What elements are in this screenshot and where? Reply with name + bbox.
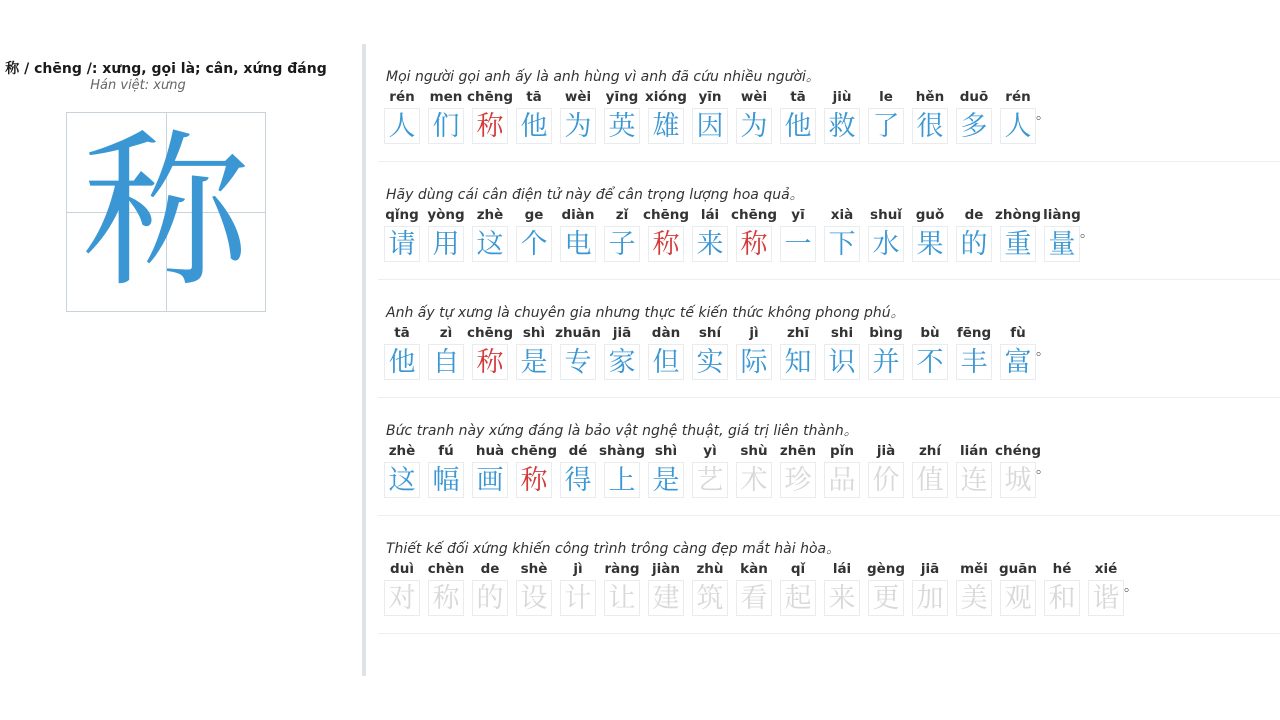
sentence-period: 。 (1036, 107, 1050, 123)
character-cell (1084, 560, 1128, 616)
example-sentence (378, 44, 1280, 162)
character-cell (996, 560, 1040, 616)
hanzi-glyph: 看 (736, 580, 772, 616)
pinyin-label: rén (389, 89, 415, 105)
pinyin-label: le (879, 89, 893, 105)
hanzi-glyph: 用 (428, 226, 464, 262)
character-cell (908, 442, 952, 498)
hanzi-glyph: 称 (472, 108, 508, 144)
hanzi-glyph: 谐 (1088, 580, 1124, 616)
pinyin-label: jiù (832, 89, 852, 105)
example-sentence (378, 162, 1280, 280)
sentence-period: 。 (1036, 461, 1050, 477)
pinyin-label: bù (920, 325, 940, 341)
sentence-period: 。 (1080, 225, 1094, 241)
character-cell (820, 206, 864, 262)
pinyin-label: shí (698, 325, 722, 341)
hanzi-glyph: 知 (780, 344, 816, 380)
character-cell (512, 324, 556, 380)
sentence-period: 。 (1124, 579, 1138, 595)
character-cell (776, 442, 820, 498)
character-cell (996, 206, 1040, 262)
hanzi-glyph: 为 (736, 108, 772, 144)
hanzi-glyph: 画 (472, 462, 508, 498)
pinyin-label: chēng (642, 207, 690, 223)
pinyin-label: qǐ (790, 561, 806, 577)
character-cell (556, 88, 600, 144)
pinyin-label: zhī (786, 325, 810, 341)
pinyin-label: zhuān (555, 325, 601, 341)
hanzi-glyph: 品 (824, 462, 860, 498)
hanzi-glyph: 连 (956, 462, 992, 498)
hanzi-glyph: 来 (692, 226, 728, 262)
character-cell (952, 324, 996, 380)
pinyin-label: zhè (476, 207, 504, 223)
character-cell (1040, 206, 1084, 262)
character-cell (864, 442, 908, 498)
character-cell (468, 324, 512, 380)
hanzi-glyph: 为 (560, 108, 596, 144)
pinyin-label: shì (654, 443, 678, 459)
hanzi-glyph: 英 (604, 108, 640, 144)
hanzi-glyph: 和 (1044, 580, 1080, 616)
character-cell (864, 324, 908, 380)
pinyin-label: jiàn (652, 561, 680, 577)
character-cell (468, 560, 512, 616)
pinyin-label: huà (475, 443, 505, 459)
character-cell (820, 442, 864, 498)
character-cell (644, 560, 688, 616)
pinyin-label: zì (439, 325, 453, 341)
pinyin-label: lái (700, 207, 720, 223)
example-sentence (378, 516, 1280, 634)
chinese-sentence (380, 88, 1050, 144)
pinyin-label: shè (520, 561, 548, 577)
pinyin-label: de (964, 207, 984, 223)
hanzi-glyph: 了 (868, 108, 904, 144)
pinyin-label: kàn (740, 561, 768, 577)
hanzi-glyph: 对 (384, 580, 420, 616)
hanzi-glyph: 们 (428, 108, 464, 144)
character-cell (688, 88, 732, 144)
pinyin-label: jiā (612, 325, 632, 341)
hanzi-glyph: 称 (648, 226, 684, 262)
hanzi-glyph: 设 (516, 580, 552, 616)
pinyin-label: tā (790, 89, 806, 105)
hanzi-glyph: 称 (472, 344, 508, 380)
hanzi-glyph: 电 (560, 226, 596, 262)
character-cell (644, 442, 688, 498)
pinyin-label: fēng (956, 325, 992, 341)
pinyin-label: chéng (994, 443, 1042, 459)
character-cell (688, 206, 732, 262)
hanzi-glyph: 幅 (428, 462, 464, 498)
character-cell (820, 560, 864, 616)
character-cell (380, 560, 424, 616)
character-cell (556, 560, 600, 616)
pinyin-label: shuǐ (870, 207, 902, 223)
hanzi-glyph: 起 (780, 580, 816, 616)
pinyin-label: fú (438, 443, 454, 459)
hanzi-glyph: 富 (1000, 344, 1036, 380)
character-cell (468, 88, 512, 144)
hanzi-glyph: 术 (736, 462, 772, 498)
character-cell (468, 442, 512, 498)
character-cell (644, 324, 688, 380)
character-cell (600, 560, 644, 616)
character-cell (776, 88, 820, 144)
character-cell (512, 88, 556, 144)
hanzi-glyph: 并 (868, 344, 904, 380)
hanzi-glyph: 量 (1044, 226, 1080, 262)
pinyin-label: rén (1005, 89, 1031, 105)
hanzi-glyph: 观 (1000, 580, 1036, 616)
character-cell (864, 88, 908, 144)
vietnamese-translation: Bức tranh này xứng đáng là bảo vật nghệ thuật, giá trị liên thành。 (386, 423, 858, 439)
character-cell (732, 324, 776, 380)
character-cell (688, 560, 732, 616)
character-cell (776, 206, 820, 262)
pinyin-label: yì (703, 443, 717, 459)
hanzi-glyph: 人 (1000, 108, 1036, 144)
hanzi-glyph: 是 (516, 344, 552, 380)
character-cell (424, 442, 468, 498)
hanzi-glyph: 因 (692, 108, 728, 144)
character-cell (380, 88, 424, 144)
pinyin-label: shàng (598, 443, 646, 459)
pinyin-label: lián (960, 443, 988, 459)
hanzi-glyph: 但 (648, 344, 684, 380)
pinyin-label: shi (830, 325, 854, 341)
hanzi-glyph: 这 (472, 226, 508, 262)
hanzi-glyph: 际 (736, 344, 772, 380)
pinyin-label: tā (394, 325, 410, 341)
chinese-sentence (380, 560, 1138, 616)
hanzi-glyph: 专 (560, 344, 596, 380)
pinyin-label: chēng (466, 325, 514, 341)
pinyin-label: zhè (388, 443, 416, 459)
character-cell (380, 206, 424, 262)
hanzi-glyph: 计 (560, 580, 596, 616)
character-cell (556, 206, 600, 262)
hanzi-glyph: 不 (912, 344, 948, 380)
pinyin-label: shì (522, 325, 546, 341)
character-cell (864, 206, 908, 262)
pinyin-label: yīng (605, 89, 639, 105)
pinyin-label: de (480, 561, 500, 577)
hanzi-glyph: 的 (472, 580, 508, 616)
vietnamese-translation: Hãy dùng cái cân điện tử này để cân trọng lượng hoa quả。 (386, 187, 804, 203)
character-cell (380, 324, 424, 380)
character-cell (424, 206, 468, 262)
hanzi-glyph: 水 (868, 226, 904, 262)
hanzi-glyph: 称 (516, 462, 552, 498)
pinyin-label: liàng (1043, 207, 1081, 223)
pinyin-label: zǐ (615, 207, 629, 223)
character-cell (776, 324, 820, 380)
pinyin-label: diàn (561, 207, 595, 223)
character-cell (776, 560, 820, 616)
character-cell (424, 88, 468, 144)
character-cell (600, 88, 644, 144)
pinyin-label: dàn (651, 325, 681, 341)
pinyin-label: yòng (427, 207, 465, 223)
hanzi-glyph: 识 (824, 344, 860, 380)
sentence-period: 。 (1036, 343, 1050, 359)
hanzi-glyph: 很 (912, 108, 948, 144)
hanzi-glyph: 值 (912, 462, 948, 498)
character-cell (864, 560, 908, 616)
character-cell (732, 560, 776, 616)
pinyin-label: jià (876, 443, 896, 459)
chinese-sentence (380, 442, 1050, 498)
panel-divider (362, 44, 366, 676)
pinyin-label: chēng (510, 443, 558, 459)
hanzi-glyph: 救 (824, 108, 860, 144)
hanzi-glyph: 加 (912, 580, 948, 616)
character-cell (908, 560, 952, 616)
hanzi-glyph: 美 (956, 580, 992, 616)
hanzi-glyph: 果 (912, 226, 948, 262)
character-cell (952, 206, 996, 262)
example-sentences-list (378, 44, 1280, 634)
character-cell (952, 442, 996, 498)
hanzi-glyph: 是 (648, 462, 684, 498)
pinyin-label: qǐng (385, 207, 419, 223)
hanzi-glyph: 实 (692, 344, 728, 380)
hanzi-glyph: 艺 (692, 462, 728, 498)
hanzi-glyph: 建 (648, 580, 684, 616)
vietnamese-translation: Mọi người gọi anh ấy là anh hùng vì anh đã cứu nhiều người。 (386, 69, 820, 85)
pinyin-label: xià (830, 207, 854, 223)
pinyin-label: ge (524, 207, 544, 223)
hanzi-glyph: 自 (428, 344, 464, 380)
chinese-sentence (380, 206, 1094, 262)
character-cell (1040, 560, 1084, 616)
pinyin-label: zhí (918, 443, 942, 459)
pinyin-label: hé (1052, 561, 1072, 577)
character-cell (512, 442, 556, 498)
character-cell (600, 442, 644, 498)
example-sentence (378, 280, 1280, 398)
character-cell (512, 560, 556, 616)
character-cell (908, 88, 952, 144)
pinyin-label: jì (749, 325, 759, 341)
pinyin-label: guān (999, 561, 1037, 577)
character-cell (424, 560, 468, 616)
character-cell (688, 442, 732, 498)
character-cell (380, 442, 424, 498)
character-cell (952, 88, 996, 144)
pinyin-label: shù (740, 443, 768, 459)
vietnamese-translation: Thiết kế đối xứng khiến công trình trông càng đẹp mắt hài hòa。 (386, 541, 841, 557)
character-cell (820, 324, 864, 380)
vietnamese-translation: Anh ấy tự xưng là chuyên gia nhưng thực tế kiến thức không phong phú。 (386, 305, 905, 321)
hanzi-glyph: 得 (560, 462, 596, 498)
hanzi-glyph: 多 (956, 108, 992, 144)
hanzi-glyph: 下 (824, 226, 860, 262)
pinyin-label: zhòng (994, 207, 1042, 223)
character-cell (644, 88, 688, 144)
character-cell (952, 560, 996, 616)
hanzi-glyph: 称 (736, 226, 772, 262)
pinyin-label: jì (573, 561, 583, 577)
character-cell (732, 442, 776, 498)
pinyin-label: yīn (698, 89, 722, 105)
character-cell (688, 324, 732, 380)
hanzi-glyph: 珍 (780, 462, 816, 498)
hanzi-glyph: 他 (516, 108, 552, 144)
hanzi-glyph: 重 (1000, 226, 1036, 262)
pinyin-label: fù (1010, 325, 1026, 341)
character-panel (0, 0, 360, 720)
hanzi-glyph: 价 (868, 462, 904, 498)
hanzi-glyph: 个 (516, 226, 552, 262)
hanzi-glyph: 让 (604, 580, 640, 616)
pinyin-label: tā (526, 89, 542, 105)
hanzi-glyph: 筑 (692, 580, 728, 616)
pinyin-label: xióng (645, 89, 687, 105)
character-cell (996, 324, 1040, 380)
hanzi-glyph: 家 (604, 344, 640, 380)
pinyin-label: ràng (604, 561, 640, 577)
character-cell (600, 206, 644, 262)
character-cell (996, 88, 1040, 144)
pinyin-label: dé (568, 443, 588, 459)
hanzi-glyph: 子 (604, 226, 640, 262)
character-cell (556, 324, 600, 380)
character-cell (732, 206, 776, 262)
pinyin-label: wèi (740, 89, 768, 105)
character-cell (996, 442, 1040, 498)
pinyin-label: chēng (466, 89, 514, 105)
pinyin-label: xié (1094, 561, 1118, 577)
hanzi-glyph: 一 (780, 226, 816, 262)
pinyin-label: lái (832, 561, 852, 577)
pinyin-label: guǒ (915, 207, 945, 223)
character-cell (512, 206, 556, 262)
character-cell (600, 324, 644, 380)
example-sentence (378, 398, 1280, 516)
hanzi-glyph: 雄 (648, 108, 684, 144)
pinyin-label: men (429, 89, 463, 105)
pinyin-label: zhēn (779, 443, 817, 459)
pinyin-label: bìng (869, 325, 903, 341)
main-character: 称 (82, 114, 250, 310)
character-cell (468, 206, 512, 262)
pinyin-label: hěn (915, 89, 945, 105)
pinyin-label: jiā (920, 561, 940, 577)
pinyin-label: zhù (696, 561, 724, 577)
hanzi-glyph: 城 (1000, 462, 1036, 498)
hanzi-glyph: 他 (384, 344, 420, 380)
character-cell (644, 206, 688, 262)
pinyin-label: yī (791, 207, 805, 223)
hanzi-glyph: 的 (956, 226, 992, 262)
character-cell (424, 324, 468, 380)
character-cell (908, 206, 952, 262)
pinyin-label: duì (390, 561, 414, 577)
character-grid-box (66, 112, 266, 312)
han-viet-reading: Hán việt: xưng (90, 78, 186, 93)
character-cell (556, 442, 600, 498)
hanzi-glyph: 丰 (956, 344, 992, 380)
pinyin-label: gèng (866, 561, 906, 577)
hanzi-glyph: 人 (384, 108, 420, 144)
character-cell (820, 88, 864, 144)
hanzi-glyph: 他 (780, 108, 816, 144)
hanzi-glyph: 更 (868, 580, 904, 616)
hanzi-glyph: 称 (428, 580, 464, 616)
pinyin-label: chēng (730, 207, 778, 223)
hanzi-glyph: 这 (384, 462, 420, 498)
pinyin-label: pǐn (830, 443, 854, 459)
hanzi-glyph: 上 (604, 462, 640, 498)
character-heading: 称 / chēng /: xưng, gọi là; cân, xứng đáng (5, 61, 327, 77)
character-cell (732, 88, 776, 144)
pinyin-label: měi (960, 561, 988, 577)
character-cell (908, 324, 952, 380)
pinyin-label: chèn (427, 561, 465, 577)
chinese-sentence (380, 324, 1050, 380)
pinyin-label: duō (959, 89, 989, 105)
hanzi-glyph: 请 (384, 226, 420, 262)
hanzi-glyph: 来 (824, 580, 860, 616)
pinyin-label: wèi (564, 89, 592, 105)
